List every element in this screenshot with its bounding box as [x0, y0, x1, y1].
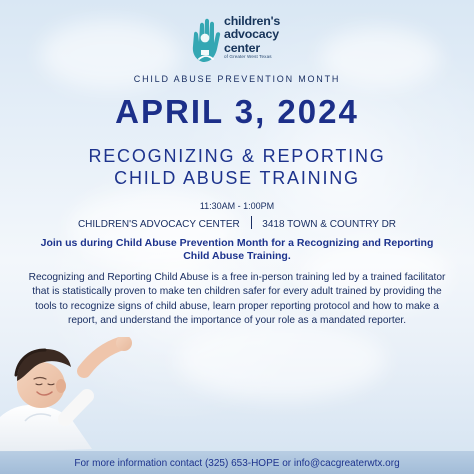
- event-lead-text: Join us during Child Abuse Prevention Month for a Recognizing and Reporting Child Abuse Training.: [40, 237, 434, 262]
- event-title: [0, 145, 474, 189]
- logo-line-2: advocacy: [224, 27, 279, 42]
- event-title-line-2: CHILD ABUSE TRAINING: [114, 168, 360, 188]
- event-time: 11:30AM - 1:00PM: [199, 201, 275, 211]
- event-location: [0, 216, 474, 230]
- logo-line-1: children's: [224, 14, 281, 28]
- location-name: CHILDREN'S ADVOCACY CENTER: [77, 219, 240, 230]
- event-title-line-1: RECOGNIZING & REPORTING: [88, 146, 386, 166]
- location-address: 3418 TOWN & COUNTRY DR: [262, 219, 397, 230]
- hand-icon: [186, 14, 226, 66]
- organization-logo: [186, 14, 318, 68]
- logo-line-3: center: [224, 40, 260, 55]
- event-description: Recognizing and Reporting Child Abuse is a free in-person training led by a trained facilitator that is statistically proven to make ten children safer for every adult trained by providing the tools to recognize signs of child abuse, learn proper reporting protocol and how to make a report, and understand the importance of your role as a mandated reporter.: [28, 272, 446, 326]
- child-image: [0, 337, 135, 452]
- contact-info: For more information contact (325) 653-HOPE or info@cacgreaterwtx.org: [74, 458, 400, 469]
- location-divider: [251, 216, 252, 229]
- logo-text: [224, 15, 280, 60]
- cloud: [176, 320, 386, 400]
- logo-subline: of Greater West Texas: [224, 54, 272, 60]
- campaign-kicker: CHILD ABUSE PREVENTION MONTH: [133, 74, 341, 84]
- event-date: APRIL 3, 2024: [115, 93, 359, 130]
